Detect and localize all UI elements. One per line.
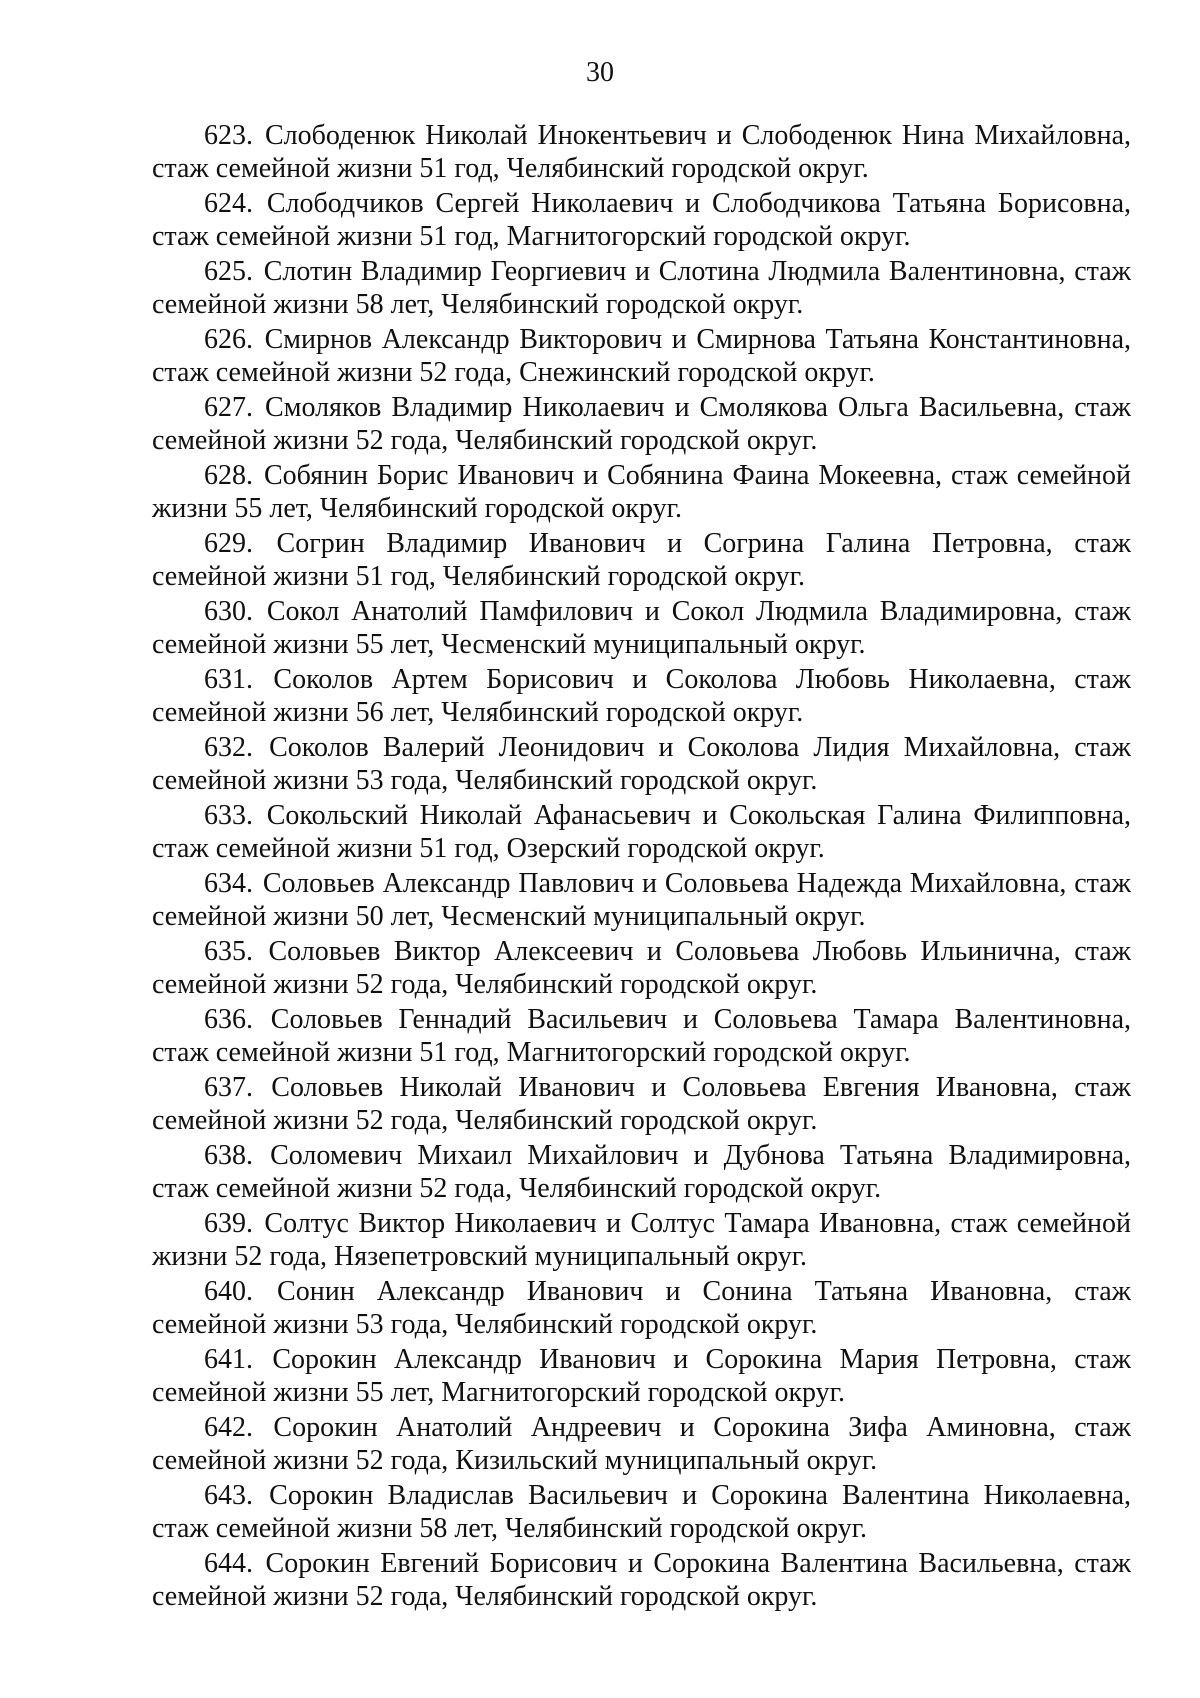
- list-item: [152, 459, 1131, 525]
- list-item: [152, 799, 1131, 865]
- entry-text: Сокольский Николай Афанасьевич и Сокольская Галина Филипповна, стаж семейной жизни 51 год, Озерский городской округ.: [152, 800, 1131, 864]
- list-item: [152, 391, 1131, 457]
- entry-text: Сорокин Евгений Борисович и Сорокина Валентина Васильевна, стаж семейной жизни 52 года, Челябинский городской округ.: [152, 1548, 1131, 1612]
- entry-number: 628.: [204, 460, 253, 491]
- entry-text: Соловьев Николай Иванович и Соловьева Евгения Ивановна, стаж семейной жизни 52 года, Челябинский городской округ.: [152, 1072, 1131, 1136]
- page-number: 30: [586, 57, 614, 88]
- entry-number: 623.: [204, 120, 253, 151]
- entry-number: 629.: [204, 528, 253, 559]
- entry-text: Слотин Владимир Георгиевич и Слотина Людмила Валентиновна, стаж семейной жизни 58 лет, Челябинский городской округ.: [152, 256, 1131, 320]
- entry-text: Собянин Борис Иванович и Собянина Фаина Мокеевна, стаж семейной жизни 55 лет, Челябинский городской округ.: [152, 460, 1132, 524]
- entry-text: Сорокин Анатолий Андреевич и Сорокина Зифа Аминовна, стаж семейной жизни 52 года, Кизильский муниципальный округ.: [152, 1412, 1131, 1476]
- entry-number: 627.: [204, 392, 253, 423]
- list-item: [152, 1207, 1131, 1273]
- entry-number: 641.: [204, 1344, 253, 1375]
- entry-text: Солтус Виктор Николаевич и Солтус Тамара Ивановна, стаж семейной жизни 52 года, Нязепетровский муниципальный округ.: [152, 1208, 1132, 1272]
- entry-text: Соколов Валерий Леонидович и Соколова Лидия Михайловна, стаж семейной жизни 53 года, Челябинский городской округ.: [152, 732, 1131, 796]
- list-item: [152, 527, 1131, 593]
- list-item: [152, 935, 1131, 1001]
- list-item: [152, 867, 1131, 933]
- entry-text: Соломевич Михаил Михайлович и Дубнова Татьяна Владимировна, стаж семейной жизни 52 года, Челябинский городской округ.: [152, 1140, 1131, 1204]
- list-item: [152, 1275, 1131, 1341]
- list-item: [152, 1343, 1131, 1409]
- entry-number: 631.: [204, 664, 253, 695]
- list-item: [152, 187, 1131, 253]
- list-item: [152, 731, 1131, 797]
- list-item: [152, 255, 1131, 321]
- entry-number: 625.: [204, 256, 253, 287]
- entry-number: 640.: [204, 1276, 253, 1307]
- entry-number: 624.: [204, 188, 253, 219]
- entry-list: [152, 119, 1131, 1615]
- entry-number: 636.: [204, 1004, 253, 1035]
- list-item: [152, 663, 1131, 729]
- entry-text: Смоляков Владимир Николаевич и Смолякова Ольга Васильевна, стаж семейной жизни 52 года, Челябинский городской округ.: [152, 392, 1132, 456]
- entry-number: 639.: [204, 1208, 253, 1239]
- list-item: [152, 1479, 1131, 1545]
- list-item: [152, 1547, 1131, 1613]
- list-item: [152, 1411, 1131, 1477]
- entry-text: Сонин Александр Иванович и Сонина Татьяна Ивановна, стаж семейной жизни 53 года, Челябинский городской округ.: [152, 1276, 1132, 1340]
- entry-number: 633.: [204, 800, 253, 831]
- list-item: [152, 119, 1131, 185]
- list-item: [152, 323, 1131, 389]
- entry-text: Согрин Владимир Иванович и Согрина Галина Петровна, стаж семейной жизни 51 год, Челябинский городской округ.: [152, 528, 1131, 592]
- entry-number: 644.: [204, 1548, 253, 1579]
- entry-text: Соколов Артем Борисович и Соколова Любовь Николаевна, стаж семейной жизни 56 лет, Челябинский городской округ.: [152, 664, 1132, 728]
- entry-text: Смирнов Александр Викторович и Смирнова Татьяна Константиновна, стаж семейной жизни 52 года, Снежинский городской округ.: [152, 324, 1131, 388]
- entry-number: 643.: [204, 1480, 253, 1511]
- entry-text: Сорокин Владислав Васильевич и Сорокина Валентина Николаевна, стаж семейной жизни 58 лет, Челябинский городской округ.: [152, 1480, 1131, 1544]
- entry-number: 638.: [204, 1140, 253, 1171]
- entry-text: Слободенюк Николай Инокентьевич и Слободенюк Нина Михайловна, стаж семейной жизни 51 год, Челябинский городской округ.: [152, 120, 1132, 184]
- entry-text: Сорокин Александр Иванович и Сорокина Мария Петровна, стаж семейной жизни 55 лет, Магнитогорский городской округ.: [152, 1344, 1132, 1408]
- list-item: [152, 595, 1131, 661]
- entry-number: 626.: [204, 324, 253, 355]
- entry-text: Сокол Анатолий Памфилович и Сокол Людмила Владимировна, стаж семейной жизни 55 лет, Чесменский муниципальный округ.: [152, 596, 1132, 660]
- list-item: [152, 1071, 1131, 1137]
- entry-text: Соловьев Александр Павлович и Соловьева Надежда Михайловна, стаж семейной жизни 50 лет, Чесменский муниципальный округ.: [152, 868, 1131, 932]
- entry-number: 635.: [204, 936, 253, 967]
- entry-number: 630.: [204, 596, 253, 627]
- list-item: [152, 1003, 1131, 1069]
- entry-number: 632.: [204, 732, 253, 763]
- entry-text: Соловьев Виктор Алексеевич и Соловьева Любовь Ильинична, стаж семейной жизни 52 года, Челябинский городской округ.: [152, 936, 1131, 1000]
- entry-text: Соловьев Геннадий Васильевич и Соловьева Тамара Валентиновна, стаж семейной жизни 51 год, Магнитогорский городской округ.: [152, 1004, 1132, 1068]
- list-item: [152, 1139, 1131, 1205]
- entry-number: 634.: [204, 868, 253, 899]
- entry-number: 637.: [204, 1072, 253, 1103]
- entry-number: 642.: [204, 1412, 253, 1443]
- entry-text: Слободчиков Сергей Николаевич и Слободчикова Татьяна Борисовна, стаж семейной жизни 51 год, Магнитогорский городской округ.: [152, 188, 1131, 252]
